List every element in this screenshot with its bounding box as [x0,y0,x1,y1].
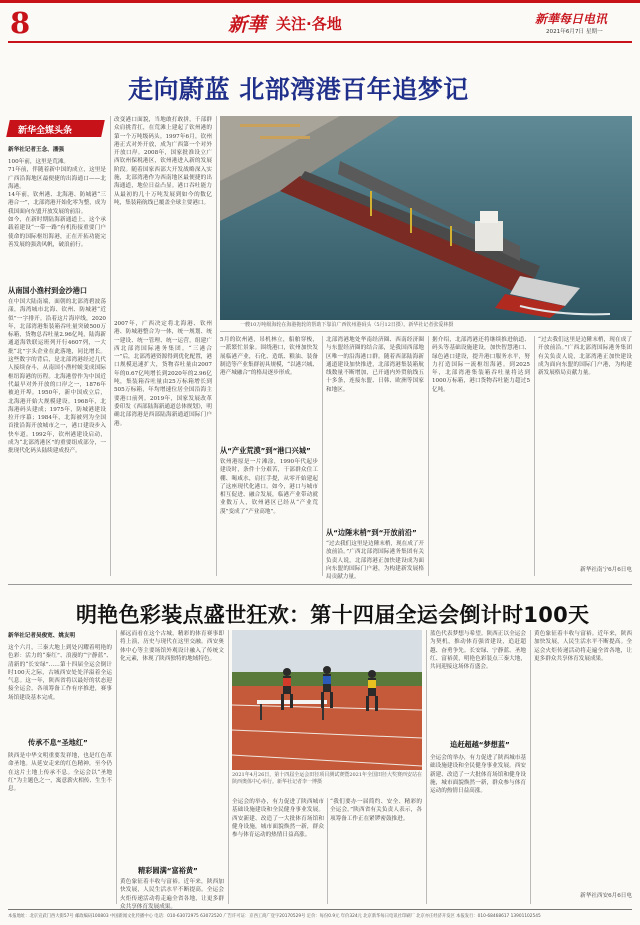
story2-col4-body: “我们要办一届简约、安全、精彩的全运会。”陕西省有关负责人表示，各项筹备工作正在紧锣密鼓推进。 [330,799,422,822]
page-number: 8 [10,6,31,40]
story1-byline: 新华社记者王念、潘强 [8,147,64,153]
story2-col2-body: 郝远而看在这个古城，精彩的体育赛事即将上演，历史与现代在这里交融。西安奥体中心等主要场馆外观设计融入了传统文化元素，体现了陕西独特的地域特色。 [120,631,224,662]
story1-col6-body: “过去我们这里是边陲末梢，现在成了开放前沿。”广西北部湾国际港务集团有关负责人说，北部湾港正加快建设成为面向东盟的国际门户港，为构建新发展格局贡献力量。 [326,541,424,581]
intro-paragraph: 100年前，这里是荒滩。 [8,159,70,165]
section-title: 关注·各地 [276,15,342,33]
story1-photo-ship [220,116,632,320]
intro-paragraph: 71年前，伴随着新中国的成立，这里是广西沿海地区最便捷的出海通口——北海港。 [8,167,106,190]
story1-column-tag-label: 新华全媒头条 [18,126,73,136]
story1-end-note: 新华社南宁6月6日电 [580,567,632,573]
story1-col4-body: 钦州港原是一片滩涂，1990年代起步建设时，条件十分艰苦，干部群众住工棚、喝咸水，肩扛手提，从零开始建起了这座现代化港口。如今，港口与城市相互促进、融合发展，临港产业带动就业数万人，钦州港区已经从“产业荒漠”变成了“产业高地”。 [220,459,318,515]
story2-headline: 明艳色彩装点盛世狂欢：第十四届全运会倒计时100天 [76,603,590,627]
story1-col1-body: 在中国大陆南端，面朝的北部湾碧波荡漾，海湾城市北海、钦州、防城港“近似”一字排开。沿着这片海岸线，2020年，北部湾港集装箱吞吐量突破500万标箱，货物总吞吐量2.96亿吨，陆海新通道海铁联运班列开行4607列，一大批“北”字头企业在此落地，同比增长。这些数字的背后，是北部湾港经过几代人接续奋斗，从南国小渔村蜕变成国际枢纽海港的历程。北海港曾作为中国近代最早对外开放的口岸之一，1876年被迫开埠。1950年，新中国成立后，北海港开始大规模建设。1968年，北海港码头建成；1975年，防城港建设拉开序幕；1984年，北海被列为全国首批沿海开放城市之一，港口建设步入快车道。1992年，钦州港建设启动，成为“北部湾港区”的重要组成部分，一批现代化码头陆续建成投产。 [8,299,106,455]
column-divider [327,798,328,904]
caption-rule [220,331,632,332]
header-bottom-rule [8,41,632,43]
story2-col5-body: 蓝色代表梦想与希望。陕西正以全运会为契机，推动体育强省建设，追赶超越、奋勇争先。长安绿、宁静蓝、圣地红、富裕黄，明艳色彩装点三秦大地，共同迎接这场体育盛会。 [430,631,526,671]
story1-col3-body: 2007年，广西决定将北海港、钦州港、防城港整合为一体，统一规划、统一建设、统一管理、统一运营，组建广西北部湾国际港务集团。“三港合一”后，北部湾港资源得到优化配置，港口规模迅速扩大，货物吞吐量由2007年的0.67亿吨增长到2020年的2.96亿吨，集装箱吞吐量由25万标箱增长到505万标箱，年均增速位居全国沿海主要港口前列。2019年，国家发展改革委印发《西部陆海新通道总体规划》，明确北部湾港是西部陆海新通道国际门户港。 [114,321,212,427]
column-divider [110,116,111,576]
story1-col8-body: “过去我们这里是边陲末梢，现在成了开放前沿。”广西北部湾国际港务集团有关负责人说，北部湾港正加快建设成为面向东盟的国际门户港，为构建新发展格局贡献力量。 [538,337,632,377]
column-divider [428,336,429,576]
story2-subhead-1: 传承不息“圣地红” [28,738,88,747]
story2-col2b-body: 黄色象征着丰收与富裕。近年来，陕西加快发展，人民生活水平不断提高。全运会火炬传递活动将走遍全省各地，让更多群众共享体育发展成果。 [120,879,224,910]
story1-col7-body: 据介绍，北部湾港还将继续推进航道、码头等基础设施建设，加快智慧港口、绿色港口建设，提升港口服务水平，努力打造国际一流枢纽海港。到2025年，北部湾港集装箱吞吐量将达到1000万标箱，港口货物吞吐能力超过5亿吨。 [432,337,530,393]
column-divider [216,116,217,576]
column-divider [530,630,531,904]
story2-photo-caption: 2021年4月26日，第十四届全运会田径项目测试赛暨2021年全国田径大奖赛西安站在陕西奥体中心举行。新华社记者李一博摄 [232,772,422,785]
column-divider [228,630,229,904]
story2-col3-body: 全运会的举办，有力促进了陕西城市基础设施建设和全民健身事业发展。西安新建、改造了一大批体育场馆和健身设施，城市面貌焕然一新，群众参与体育运动的热情日益高涨。 [232,799,324,839]
story2-subhead-2: 精彩圆满“富裕黄” [138,866,198,875]
footer-info: 本报地址：北京宣武门西大街57号 邮政编码100803 中国新闻文化传播中心 电话：010-63072975 63072520 广告许可证：京西工商广登字20170529号 定价：每份0.9元 年价324元 北京新华每日电讯社印刷厂 北京亦庄经济开发区 本报发行：010-68468617 13901102545 [8,914,541,919]
column-divider [322,336,323,576]
column-divider [534,336,535,576]
story2-col1b-body: 陕西是中华文明重要发祥地，也是红色革命圣地。从延安走来的红色精神，至今仍在这片土地上传承不息。全运会以“圣地红”为主题色之一，寓意薪火相传、生生不息。 [8,753,112,793]
header-top-rule [0,0,640,3]
story1-photo-caption: 一艘10万吨级海轮在海港拖轮的帮助下靠泊广西钦州港码头（5月12日摄）。新华社记者张爱林摄 [240,322,454,328]
story2-col1-body: 这个六月，三秦大地上到处闪耀着明艳的色彩：活力的“秦红”、浪漫的“宁静蓝”、清新的“长安绿”……第十四届全运会倒计时100天之际，古城西安处处洋溢着全运气息。这一年，陕西省将以最好的状态迎接全运会，各项筹备工作有序推进，赛事场馆建设基本完成。 [8,645,112,701]
story2-byline: 新华社记者吴俊宽、姚友明 [8,633,76,639]
brand-logo-left: 新華 [228,14,267,36]
footer-rule [8,909,632,910]
story1-col2-body: 改变港口面貌，当地敢打敢拼，千部群众肩挑背扛，在荒滩上建起了钦州港的第一个万吨级码头。1997年6月，钦州港正式对外开放，成为广西第一个对外开放口岸。2008年，国家批准设立广西钦州保税港区，钦州港进入新的发展阶段。随着国家西部大开发战略深入实施，北部湾港作为西南地区最便捷的出海通道，地位日益凸显。港口吞吐能力从最初的几十万吨发展到如今的数亿吨，集装箱航线已覆盖全球主要港口。 [114,117,212,206]
story1-subhead-3: 从“边陲末梢”到“开放前沿” [326,528,417,537]
story2-photo-athletes [232,630,422,770]
story-divider [8,584,632,585]
story2-subhead-3: 追赶超越“梦想蓝” [450,740,510,749]
story1-headline: 走向蔚蓝 北部湾港百年追梦记 [128,75,469,104]
column-divider [116,630,117,904]
story1-col5-body: 北部湾港地处华南经济圈、西南经济圈与东盟经济圈的结合部，是我国西部地区唯一的沿海港口群。随着西部陆海新通道建设加快推进，北部湾港集装箱航线数量不断增加，已开通内外贸航线五十多条，连接东盟、日韩、欧洲等国家和地区。 [326,337,424,393]
column-divider [426,630,427,904]
story1-subhead-2: 从“产业荒漠”到“港口兴城” [220,446,311,455]
story2-end-note: 新华社西安6月6日电 [580,893,632,899]
story1-col3b-body-top: 5月的钦州港，吊机林立，船舶穿梭，一派繁忙景象。围绕港口，钦州加快发展临港产业，石化、造纸、粮油、装备制造等产业集群初具规模，“以港兴城、港产城融合”的格局逐步形成。 [220,337,318,377]
brand-logo-right: 新華每日电讯 [535,12,608,26]
issue-date: 2021年6月7日 星期一 [546,29,603,35]
story2-col5b-body: 全运会的举办，有力促进了陕西城市基础设施建设和全民健身事业发展。西安新建、改造了一大批体育场馆和健身设施，城市面貌焕然一新，群众参与体育运动的热情日益高涨。 [430,755,526,795]
story2-col6-body: 黄色象征着丰收与富裕。近年来，陕西加快发展，人民生活水平不断提高。全运会火炬传递活动将走遍全省各地，让更多群众共享体育发展成果。 [534,631,632,662]
story1-subhead-1: 从南国小渔村到金沙港口 [8,286,88,295]
intro-paragraph: 如今，在新时期陆海新通道上，这个承载着建设“一带一路”有机衔接重要门户使命的国际枢纽海港，正在开拓功能完善发展的强劲风帆，破浪前行。 [8,217,106,248]
story1-intro [8,158,106,249]
intro-paragraph: 14年前，钦州港、北海港、防城港“三港合一”，北部湾港开始化零为整，成为我国面向东盟开放发展的前沿。 [8,192,106,215]
